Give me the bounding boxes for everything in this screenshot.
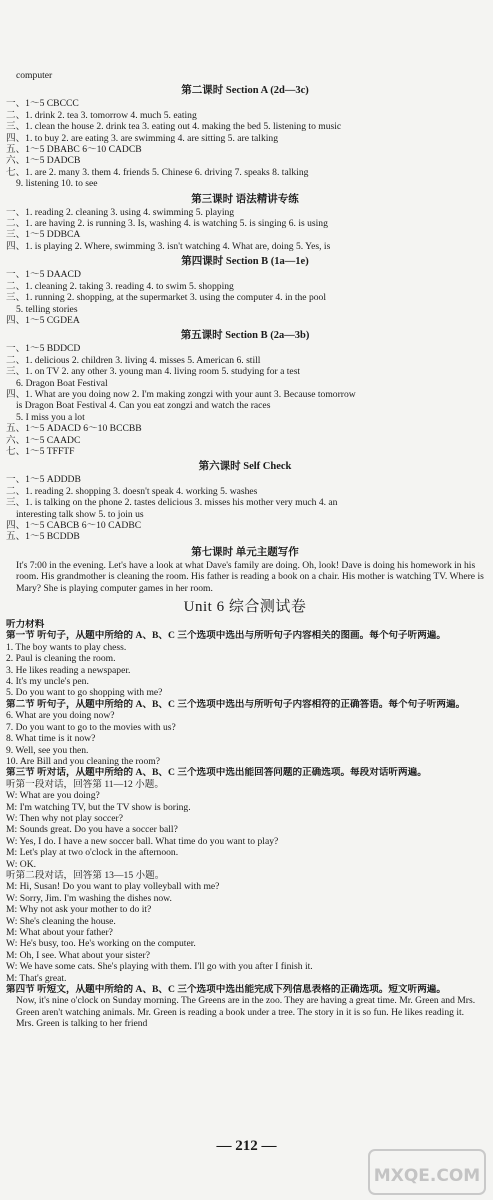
text-line: 三、1. running 2. shopping, at the supermarket 3. using the computer 4. in the pool — [6, 292, 327, 304]
text-line: 5. I miss you a lot — [16, 411, 85, 423]
text-line: 一、1～5 BDDCD — [6, 343, 81, 355]
text-line: 六、1～5 CAADC — [6, 434, 81, 446]
text-line: 第四课时 Section B (1a—1e) — [181, 256, 309, 268]
text-line: 四、1. is playing 2. Where, swimming 3. isn't watching 4. What are, doing 5. Yes, is — [6, 240, 331, 252]
text-line: 9. listening 10. to see — [16, 178, 98, 190]
text-line: Unit 6 综合测试卷 — [183, 599, 307, 616]
text-line: M: What about your father? — [6, 927, 113, 938]
text-line: 听第一段对话，回答第 11—12 小题。 — [6, 778, 164, 790]
text-line: 四、1～5 CABCB 6～10 CADBC — [6, 520, 142, 531]
text-line: 四、1. to buy 2. are eating 3. are swimming 4. are sitting 5. are talking — [6, 132, 279, 144]
answer-page — [6, 70, 484, 1030]
text-line: M: Let's play at two o'clock in the afternoon. — [6, 847, 179, 859]
text-line: 第一节 听句子，从题中所给的 A、B、C 三个选项中选出与所听句子内容相关的图画。每个句子听两遍。 — [6, 630, 446, 642]
text-line: 二、1. are having 2. is running 3. Is, washing 4. is watching 5. is singing 6. is using — [6, 218, 328, 230]
text-line: 第三课时 语法精讲专练 — [191, 193, 299, 205]
text-line: 7. Do you want to go to the movies with us? — [6, 721, 176, 733]
text-line: 听力材料 — [6, 619, 45, 631]
text-line: It's 7:00 in the evening. Let's have a look at what Dave's family are doing. Oh, look! Dave is doing his homework in his room. His grandmother is cleaning the room. His father is reading a book on a chair. His mother is watching TV. Where is Mary? She is playing computer games in her room. — [16, 559, 484, 594]
text-line: 3. He likes reading a newspaper. — [6, 664, 131, 676]
text-line: 10. Are Bill and you cleaning the room? — [6, 755, 160, 767]
text-line: 二、1. cleaning 2. taking 3. reading 4. to swim 5. shopping — [6, 280, 234, 292]
text-line: 9. Well, see you then. — [6, 744, 89, 756]
text-line: 第六课时 Self Check — [198, 461, 292, 473]
text-line: 四、1. What are you doing now 2. I'm making zongzi with your aunt 3. Because tomorrow — [6, 388, 356, 400]
text-line: 一、1. reading 2. cleaning 3. using 4. swimming 5. playing — [6, 206, 235, 218]
text-line: computer — [16, 70, 53, 81]
text-line: W: What are you doing? — [6, 790, 100, 802]
text-line: 6. What are you doing now? — [6, 710, 115, 722]
text-line: 第二节 听句子，从题中所给的 A、B、C 三个选项中选出与所听句子内容相符的正确答语。每个句子听两遍。 — [6, 698, 466, 710]
page-number: — 212 — — [216, 1138, 277, 1154]
text-line: 第七课时 单元主题写作 — [191, 546, 299, 558]
text-line: 二、1. drink 2. tea 3. tomorrow 4. much 5. eating — [6, 109, 197, 121]
text-line: 三、1. on TV 2. any other 3. young man 4. living room 5. studying for a test — [6, 366, 301, 378]
text-line: 5. telling stories — [16, 303, 78, 315]
text-line: 第五课时 Section B (2a—3b) — [180, 330, 310, 342]
text-line: 6. Dragon Boat Festival — [16, 377, 108, 389]
text-line: 5. Do you want to go shopping with me? — [6, 687, 163, 699]
text-line: 8. What time is it now? — [6, 733, 96, 745]
text-line: M: That's great. — [6, 972, 67, 984]
text-line: 一、1～5 ADDDB — [6, 474, 81, 486]
text-line: W: He's busy, too. He's working on the computer. — [6, 938, 196, 950]
text-line: M: Sounds great. Do you have a soccer ball? — [6, 824, 178, 836]
text-line: 四、1～5 CGDEA — [6, 314, 80, 326]
text-line: W: Yes, I do. I have a new soccer ball. What time do you want to play? — [6, 835, 279, 847]
text-line: 三、1. is talking on the phone 2. tastes delicious 3. misses his mother very much 4. an — [6, 497, 338, 509]
text-line: M: Why not ask your mother to do it? — [6, 904, 152, 916]
text-line: 第三节 听对话，从题中所给的 A、B、C 三个选项中选出能回答问题的正确选项。每段对话听两遍。 — [6, 767, 427, 779]
watermark-text: MXQE.COM — [373, 1166, 481, 1186]
text-line: Now, it's nine o'clock on Sunday morning. The Greens are in the zoo. They are having a great time. Mr. Green and Mrs. Green aren't watching animals. Mr. Green is reading a book under a tree. The story in it is so fun. He likes reading it. Mrs. Green is talking to her friend — [16, 995, 476, 1030]
text-line: 一、1～5 CBCCC — [6, 98, 79, 110]
text-line: 三、1. clean the house 2. drink tea 3. eating out 4. making the bed 5. listening to music — [6, 121, 342, 133]
text-line: 第二课时 Section A (2d—3c) — [181, 85, 309, 97]
text-line: 4. It's my uncle's pen. — [6, 676, 89, 688]
text-line: 第四节 听短文，从题中所给的 A、B、C 三个选项中选出能完成下列信息表格的正确选项。短文听两遍。 — [6, 984, 446, 996]
text-line: 听第二段对话，回答第 13—15 小题。 — [6, 869, 165, 881]
text-line: W: Sorry, Jim. I'm washing the dishes now. — [6, 892, 172, 904]
text-line: 二、1. reading 2. shopping 3. doesn't speak 4. working 5. washes — [6, 485, 258, 497]
text-line: 五、1～5 ADACD 6～10 BCCBB — [6, 423, 142, 435]
text-line: 三、1～5 DDBCA — [6, 229, 81, 241]
text-line: interesting talk show 5. to join us — [16, 508, 144, 520]
text-line: 五、1～5 DBABC 6～10 CADCB — [6, 144, 142, 156]
text-line: W: She's cleaning the house. — [6, 915, 116, 927]
text-line: W: We have some cats. She's playing with them. I'll go with you after I finish it. — [6, 961, 313, 973]
text-line: M: I'm watching TV, but the TV show is boring. — [6, 801, 191, 813]
text-line: M: Oh, I see. What about your sister? — [6, 949, 150, 961]
text-line: 六、1～5 DADCB — [6, 155, 81, 167]
text-line: 七、1. are 2. many 3. them 4. friends 5. Chinese 6. driving 7. speaks 8. talking — [6, 166, 309, 178]
text-line: W: Then why not play soccer? — [6, 812, 123, 824]
text-line: 1. The boy wants to play chess. — [6, 641, 127, 653]
text-line: 2. Paul is cleaning the room. — [6, 653, 116, 665]
text-line: is Dragon Boat Festival 4. Can you eat zongzi and watch the races — [16, 400, 271, 412]
text-line: 二、1. delicious 2. children 3. living 4. misses 5. American 6. still — [6, 354, 261, 366]
text-line: 一、1～5 DAACD — [6, 269, 81, 281]
text-line: M: Hi, Susan! Do you want to play volleyball with me? — [6, 881, 220, 893]
text-line: W: OK. — [6, 858, 37, 870]
text-line: 五、1～5 BCDDB — [6, 531, 80, 543]
watermark-logo — [367, 1148, 487, 1196]
text-line: 七、1～5 TFFTF — [6, 445, 75, 457]
